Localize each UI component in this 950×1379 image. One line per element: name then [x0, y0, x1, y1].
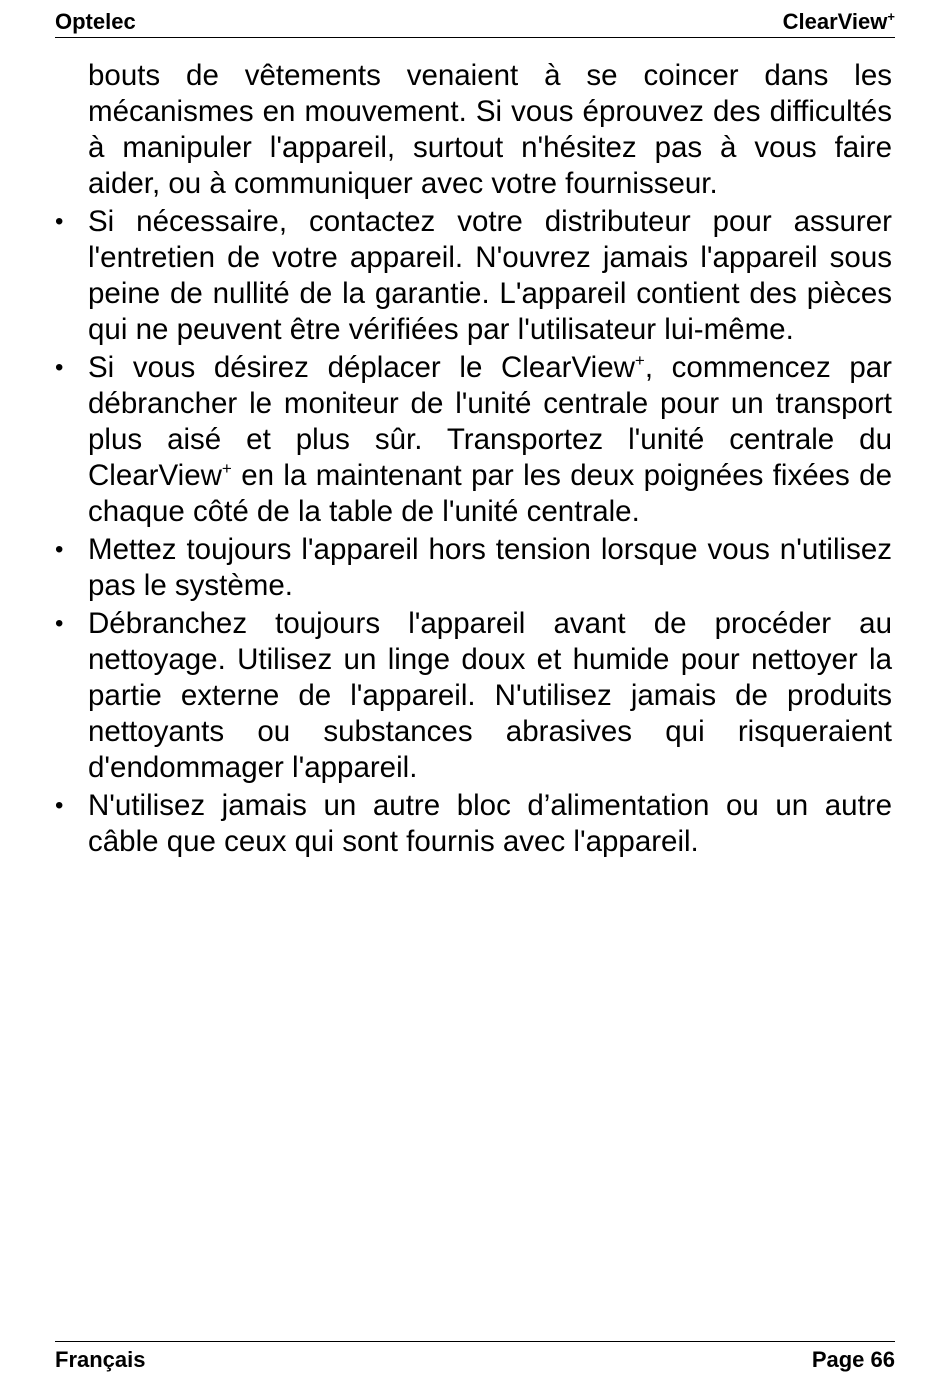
list-item-text: Mettez toujours l'appareil hors tension lorsque vous n'utilisez pas le système.: [88, 533, 892, 602]
list-item: [55, 204, 892, 348]
bullet-icon: •: [55, 610, 64, 637]
list-item-text: Si nécessaire, contactez votre distributeur pour assurer l'entretien de votre appareil. N'ouvrez jamais l'appareil sous peine de nullité de la garantie. L'appareil contient des pièces qui ne peuvent être vérifiées par l'utilisateur lui-même.: [88, 205, 892, 346]
list-item: [55, 606, 892, 786]
page-number: Page 66: [811, 1346, 895, 1372]
page-footer: [55, 1341, 895, 1373]
continuation-paragraph: bouts de vêtements venaient à se coincer dans les mécanismes en mouvement. Si vous éprouvez des difficultés à manipuler l'appareil, surtout n'hésitez pas à vous faire aider, ou à communiquer avec votre fournisseur.: [88, 59, 892, 200]
list-item: [55, 532, 892, 604]
list-item-text-part: Si vous désirez déplacer le ClearView: [88, 351, 635, 384]
header-product-sup: +: [887, 9, 895, 24]
list-item-text-part: , commencez par débrancher le moniteur de l'unité centrale pour un transport plus aisé et plus sûr. Transportez l'unité centrale du ClearView: [88, 351, 892, 492]
footer-language: Français: [55, 1346, 146, 1372]
header-product-name: ClearView: [782, 9, 888, 34]
list-item-text-part: en la maintenant par les deux poignées fixées de chaque côté de la table de l'unité centrale.: [88, 459, 892, 528]
list-item-text: Débranchez toujours l'appareil avant de procéder au nettoyage. Utilisez un linge doux et humide pour nettoyer la partie externe de l'appareil. N'utilisez jamais de produits nettoyants ou substances abrasives qui risqueraient d'endommager l'appareil.: [88, 607, 892, 784]
page-body: [55, 58, 892, 862]
bullet-icon: •: [55, 536, 64, 563]
list-item-text: N'utilisez jamais un autre bloc d’alimentation ou un autre câble que ceux qui sont fournis avec l'appareil.: [88, 789, 892, 858]
safety-bullet-list: [55, 204, 892, 860]
superscript-plus: +: [634, 351, 645, 370]
header-product: [783, 9, 895, 35]
page-header: [55, 8, 895, 38]
bullet-icon: •: [55, 208, 64, 235]
list-item: [55, 350, 892, 530]
list-item-text: [88, 351, 892, 528]
header-brand: Optelec: [55, 9, 136, 34]
bullet-icon: •: [55, 792, 64, 819]
superscript-plus: +: [221, 459, 232, 478]
bullet-icon: •: [55, 354, 64, 381]
list-item: [55, 788, 892, 860]
